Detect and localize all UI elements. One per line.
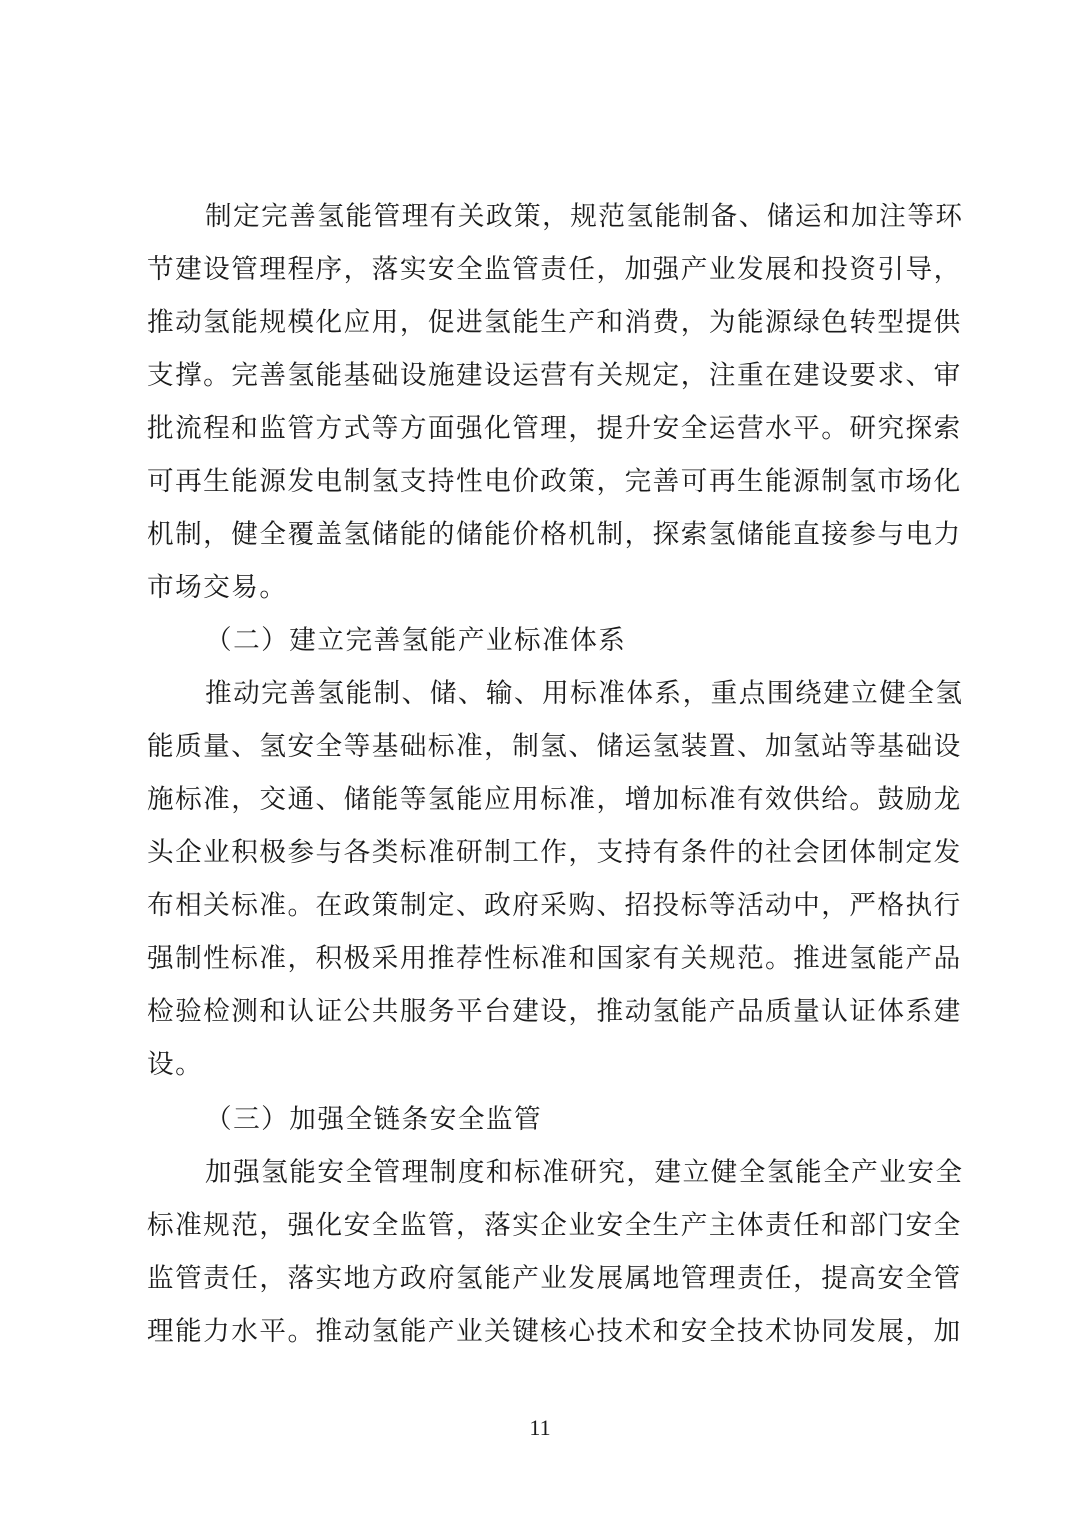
paragraph-2-line-7: 检验检测和认证公共服务平台建设，推动氢能产品质量认证体系建 [147, 996, 962, 1027]
paragraph-2-line-8: 设。 [147, 1049, 204, 1080]
paragraph-1-line-5: 批流程和监管方式等方面强化管理，提升安全运营水平。研究探索 [147, 413, 962, 444]
paragraph-1-line-4: 支撑。完善氢能基础设施建设运营有关规定，注重在建设要求、审 [147, 360, 962, 391]
section-heading-2: （二）建立完善氢能产业标准体系 [205, 625, 627, 656]
paragraph-3-line-3: 监管责任，落实地方政府氢能产业发展属地管理责任，提高安全管 [147, 1263, 962, 1294]
page-number: 11 [529, 1415, 551, 1440]
paragraph-1-line-3: 推动氢能规模化应用，促进氢能生产和消费，为能源绿色转型提供 [147, 307, 962, 338]
paragraph-1-line-1: 制定完善氢能管理有关政策，规范氢能制备、储运和加注等环 [205, 201, 964, 232]
paragraph-2-line-2: 能质量、氢安全等基础标准，制氢、储运氢装置、加氢站等基础设 [147, 731, 962, 762]
paragraph-1-line-2: 节建设管理程序，落实安全监管责任，加强产业发展和投资引导， [147, 254, 962, 285]
paragraph-1-line-7: 机制，健全覆盖氢储能的储能价格机制，探索氢储能直接参与电力 [147, 519, 962, 550]
paragraph-1-line-6: 可再生能源发电制氢支持性电价政策，完善可再生能源制氢市场化 [147, 466, 962, 497]
paragraph-3-line-4: 理能力水平。推动氢能产业关键核心技术和安全技术协同发展，加 [147, 1316, 962, 1347]
paragraph-2-line-3: 施标准，交通、储能等氢能应用标准，增加标准有效供给。鼓励龙 [147, 784, 962, 815]
paragraph-3-line-2: 标准规范，强化安全监管，落实企业安全生产主体责任和部门安全 [147, 1210, 962, 1241]
section-heading-3: （三）加强全链条安全监管 [205, 1104, 543, 1135]
paragraph-2-line-6: 强制性标准，积极采用推荐性标准和国家有关规范。推进氢能产品 [147, 943, 962, 974]
paragraph-2-line-5: 布相关标准。在政策制定、政府采购、招投标等活动中，严格执行 [147, 890, 962, 921]
paragraph-1-line-8: 市场交易。 [147, 572, 288, 603]
paragraph-3-line-1: 加强氢能安全管理制度和标准研究，建立健全氢能全产业安全 [205, 1157, 964, 1188]
paragraph-2-line-4: 头企业积极参与各类标准研制工作，支持有条件的社会团体制定发 [147, 837, 962, 868]
paragraph-2-line-1: 推动完善氢能制、储、输、用标准体系，重点围绕建立健全氢 [205, 678, 964, 709]
